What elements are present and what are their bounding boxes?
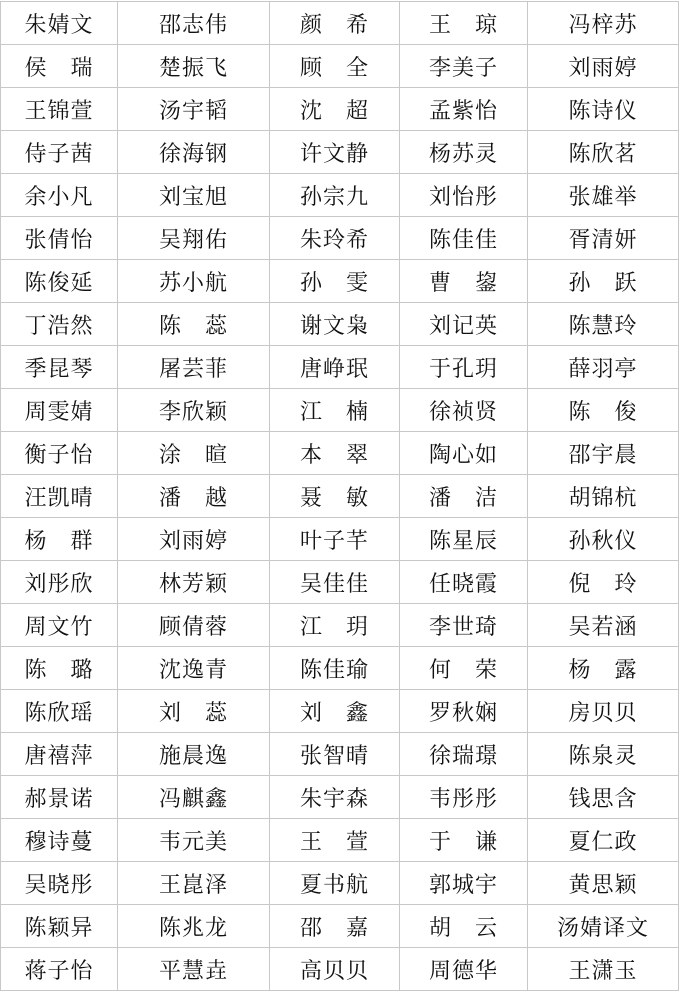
- name-cell: 王 琼: [400, 2, 528, 45]
- name-cell: 顾 全: [270, 45, 400, 88]
- name-cell: 张倩怡: [1, 217, 118, 260]
- name-cell: 陈兆龙: [118, 905, 270, 948]
- name-cell: 穆诗蔓: [1, 819, 118, 862]
- name-cell: 王潇玉: [528, 948, 679, 991]
- name-cell: 于孔玥: [400, 346, 528, 389]
- table-row: [1, 260, 679, 303]
- name-cell: 陈佳佳: [400, 217, 528, 260]
- name-cell: 丁浩然: [1, 303, 118, 346]
- table-row: [1, 45, 679, 88]
- table-row: [1, 2, 679, 45]
- roster-body: [1, 2, 679, 991]
- name-cell: 王锦萱: [1, 88, 118, 131]
- table-row: [1, 346, 679, 389]
- name-cell: 刘 鑫: [270, 690, 400, 733]
- table-row: [1, 948, 679, 991]
- name-cell: 李欣颖: [118, 389, 270, 432]
- name-cell: 侯 瑞: [1, 45, 118, 88]
- name-cell: 高贝贝: [270, 948, 400, 991]
- name-cell: 陈佳瑜: [270, 647, 400, 690]
- name-cell: 朱玲希: [270, 217, 400, 260]
- name-cell: 胡 云: [400, 905, 528, 948]
- table-row: [1, 518, 679, 561]
- name-cell: 黄思颖: [528, 862, 679, 905]
- name-cell: 屠芸菲: [118, 346, 270, 389]
- table-row: [1, 131, 679, 174]
- name-cell: 刘 蕊: [118, 690, 270, 733]
- name-cell: 刘记英: [400, 303, 528, 346]
- name-cell: 本 翠: [270, 432, 400, 475]
- name-cell: 陈慧玲: [528, 303, 679, 346]
- name-cell: 施晨逸: [118, 733, 270, 776]
- name-cell: 王 萱: [270, 819, 400, 862]
- name-cell: 冯麒鑫: [118, 776, 270, 819]
- name-cell: 孙宗九: [270, 174, 400, 217]
- name-cell: 沈 超: [270, 88, 400, 131]
- table-row: [1, 475, 679, 518]
- name-cell: 张雄举: [528, 174, 679, 217]
- name-cell: 徐瑞璟: [400, 733, 528, 776]
- table-row: [1, 905, 679, 948]
- name-cell: 房贝贝: [528, 690, 679, 733]
- table-row: [1, 819, 679, 862]
- name-cell: 江 楠: [270, 389, 400, 432]
- table-row: [1, 174, 679, 217]
- name-cell: 夏书航: [270, 862, 400, 905]
- name-cell: 许文静: [270, 131, 400, 174]
- name-cell: 夏仁政: [528, 819, 679, 862]
- name-cell: 陈 蕊: [118, 303, 270, 346]
- name-cell: 刘彤欣: [1, 561, 118, 604]
- name-cell: 郝景诺: [1, 776, 118, 819]
- name-cell: 谢文枭: [270, 303, 400, 346]
- name-cell: 于 谦: [400, 819, 528, 862]
- name-cell: 韦元美: [118, 819, 270, 862]
- name-cell: 杨苏灵: [400, 131, 528, 174]
- name-cell: 楚振飞: [118, 45, 270, 88]
- name-cell: 林芳颖: [118, 561, 270, 604]
- name-cell: 孙 雯: [270, 260, 400, 303]
- table-row: [1, 862, 679, 905]
- name-cell: 邵宇晨: [528, 432, 679, 475]
- name-cell: 吴佳佳: [270, 561, 400, 604]
- table-row: [1, 647, 679, 690]
- name-cell: 汤婧译文: [528, 905, 679, 948]
- name-cell: 余小凡: [1, 174, 118, 217]
- name-cell: 平慧垚: [118, 948, 270, 991]
- name-cell: 涂 暄: [118, 432, 270, 475]
- name-cell: 聂 敏: [270, 475, 400, 518]
- name-cell: 陈欣茗: [528, 131, 679, 174]
- table-row: [1, 604, 679, 647]
- table-row: [1, 88, 679, 131]
- name-cell: 胡锦杭: [528, 475, 679, 518]
- name-cell: 陈星辰: [400, 518, 528, 561]
- name-cell: 罗秋娴: [400, 690, 528, 733]
- name-cell: 倪 玲: [528, 561, 679, 604]
- name-cell: 刘怡彤: [400, 174, 528, 217]
- name-cell: 侍子茜: [1, 131, 118, 174]
- name-cell: 苏小航: [118, 260, 270, 303]
- name-cell: 郭城宇: [400, 862, 528, 905]
- name-cell: 周文竹: [1, 604, 118, 647]
- name-cell: 胥清妍: [528, 217, 679, 260]
- name-cell: 孙秋仪: [528, 518, 679, 561]
- name-roster-table: [0, 1, 679, 991]
- name-cell: 汤宇韬: [118, 88, 270, 131]
- name-cell: 陈俊延: [1, 260, 118, 303]
- name-cell: 吴若涵: [528, 604, 679, 647]
- name-cell: 陈欣瑶: [1, 690, 118, 733]
- name-cell: 陈颖异: [1, 905, 118, 948]
- name-cell: 陈 璐: [1, 647, 118, 690]
- name-cell: 孙 跃: [528, 260, 679, 303]
- name-cell: 李美子: [400, 45, 528, 88]
- name-cell: 邵 嘉: [270, 905, 400, 948]
- name-cell: 刘宝旭: [118, 174, 270, 217]
- table-row: [1, 776, 679, 819]
- name-cell: 唐峥珉: [270, 346, 400, 389]
- name-cell: 朱婧文: [1, 2, 118, 45]
- name-cell: 杨 露: [528, 647, 679, 690]
- name-cell: 徐祯贤: [400, 389, 528, 432]
- name-cell: 潘 洁: [400, 475, 528, 518]
- name-cell: 季昆琴: [1, 346, 118, 389]
- name-cell: 徐海钢: [118, 131, 270, 174]
- name-cell: 刘雨婷: [528, 45, 679, 88]
- name-cell: 曹 鋆: [400, 260, 528, 303]
- name-cell: 冯梓苏: [528, 2, 679, 45]
- name-cell: 叶子芊: [270, 518, 400, 561]
- name-cell: 钱思含: [528, 776, 679, 819]
- name-cell: 颜 希: [270, 2, 400, 45]
- name-cell: 王崑泽: [118, 862, 270, 905]
- name-cell: 邵志伟: [118, 2, 270, 45]
- table-row: [1, 217, 679, 260]
- name-cell: 顾倩蓉: [118, 604, 270, 647]
- name-cell: 朱宇森: [270, 776, 400, 819]
- table-row: [1, 432, 679, 475]
- name-cell: 潘 越: [118, 475, 270, 518]
- table-row: [1, 690, 679, 733]
- table-row: [1, 561, 679, 604]
- table-row: [1, 303, 679, 346]
- name-cell: 江 玥: [270, 604, 400, 647]
- name-cell: 沈逸青: [118, 647, 270, 690]
- name-cell: 吴翔佑: [118, 217, 270, 260]
- name-cell: 唐禧萍: [1, 733, 118, 776]
- name-cell: 周雯婧: [1, 389, 118, 432]
- name-cell: 薛羽亭: [528, 346, 679, 389]
- name-cell: 刘雨婷: [118, 518, 270, 561]
- name-cell: 任晓霞: [400, 561, 528, 604]
- name-cell: 汪凯晴: [1, 475, 118, 518]
- name-cell: 何 荣: [400, 647, 528, 690]
- name-cell: 李世琦: [400, 604, 528, 647]
- name-cell: 陈泉灵: [528, 733, 679, 776]
- name-cell: 陈诗仪: [528, 88, 679, 131]
- name-cell: 吴晓彤: [1, 862, 118, 905]
- name-cell: 杨 群: [1, 518, 118, 561]
- name-cell: 蒋子怡: [1, 948, 118, 991]
- name-cell: 韦彤彤: [400, 776, 528, 819]
- name-cell: 周德华: [400, 948, 528, 991]
- name-cell: 衡子怡: [1, 432, 118, 475]
- name-cell: 张智晴: [270, 733, 400, 776]
- name-cell: 陶心如: [400, 432, 528, 475]
- table-row: [1, 733, 679, 776]
- table-row: [1, 389, 679, 432]
- name-cell: 陈 俊: [528, 389, 679, 432]
- name-cell: 孟紫怡: [400, 88, 528, 131]
